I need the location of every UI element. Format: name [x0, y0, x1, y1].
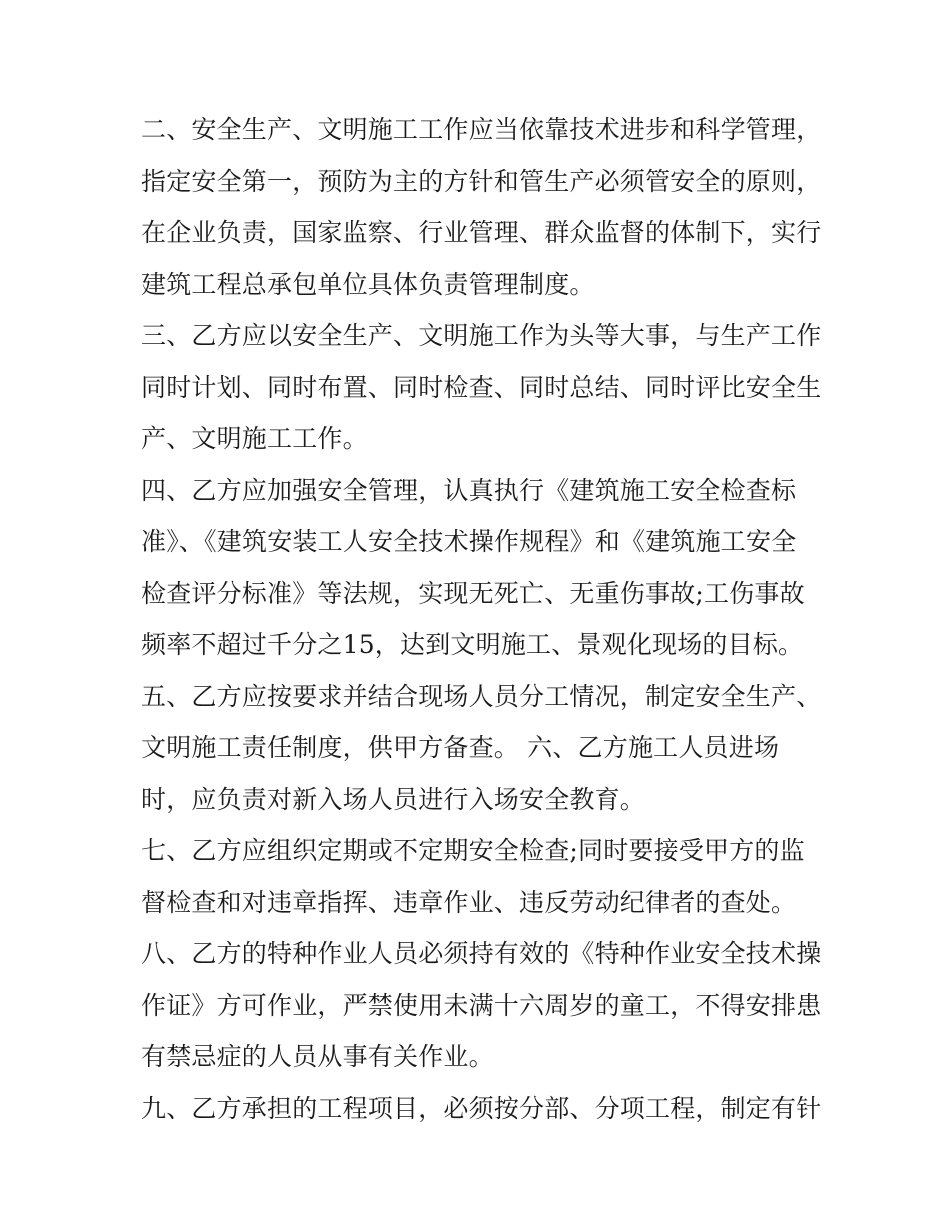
- text-line: 督检查和对违章指挥、违章作业、违反劳动纪律者的查处。: [141, 887, 797, 917]
- text-line: 在企业负责，国家监察、行业管理、群众监督的体制下，实行: [141, 218, 822, 247]
- text-line: 五、乙方应按要求并结合现场人员分工情况，制定安全生产、: [141, 681, 822, 711]
- text-line: 七、乙方应组织定期或不定期安全检查;同时要接受甲方的监: [141, 836, 805, 865]
- body-text: [141, 104, 821, 1134]
- text-line: 同时计划、同时布置、同时检查、同时总结、同时评比安全生: [141, 372, 822, 402]
- text-line: 频率不超过千分之15，达到文明施工、景观化现场的目标。: [141, 630, 804, 659]
- text-line: 时，应负责对新入场人员进行入场安全教育。: [141, 784, 646, 814]
- text-line: 八、乙方的特种作业人员必须持有效的《特种作业安全技术操: [141, 939, 822, 968]
- text-line: 四、乙方应加强安全管理，认真执行《建筑施工安全检查标: [141, 475, 797, 505]
- text-line: 建筑工程总承包单位具体负责管理制度。: [141, 269, 595, 299]
- text-line: 指定安全第一，预防为主的方针和管生产必须管安全的原则，: [141, 166, 822, 196]
- text-line: 文明施工责任制度，供甲方备查。 六、乙方施工人员进场: [141, 733, 780, 762]
- text-line: 九、乙方承担的工程项目，必须按分部、分项工程，制定有针: [141, 1093, 822, 1123]
- text-line: 作证》方可作业，严禁使用未满十六周岁的童工，不得安排患: [141, 990, 822, 1020]
- text-line: 准》、《建筑安装工人安全技术操作规程》和《建筑施工安全: [141, 527, 797, 556]
- text-line: 产、文明施工工作。: [141, 424, 368, 453]
- text-line: 三、乙方应以安全生产、文明施工作为头等大事，与生产工作: [141, 321, 822, 350]
- text-line: 检查评分标准》等法规，实现无死亡、无重伤事故;工伤事故: [141, 578, 805, 608]
- text-line: 有禁忌症的人员从事有关作业。: [141, 1042, 494, 1071]
- text-line: 二、安全生产、文明施工工作应当依靠技术进步和科学管理，: [141, 115, 822, 144]
